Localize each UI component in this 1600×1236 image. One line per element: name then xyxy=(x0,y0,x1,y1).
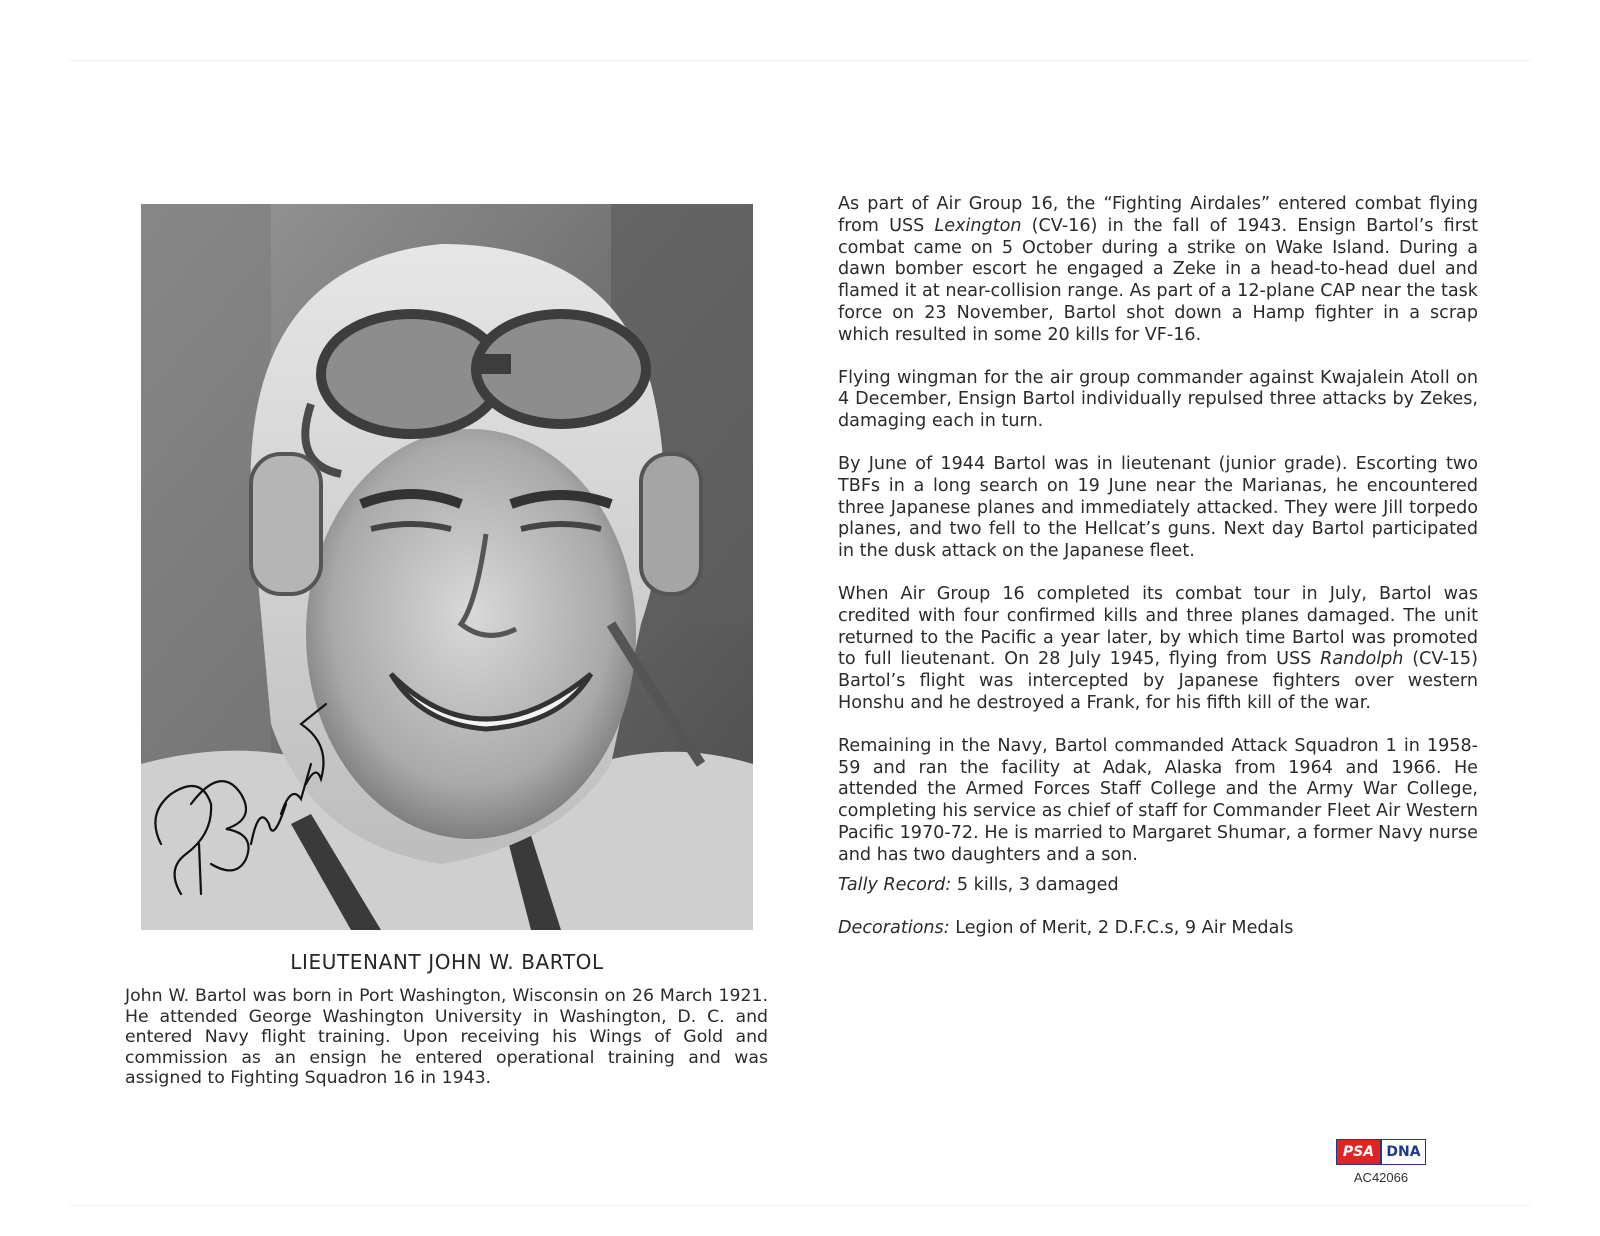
bottom-edge-line xyxy=(70,1205,1530,1206)
photo-caption: LIEUTENANT JOHN W. BARTOL xyxy=(290,950,604,974)
tally-record xyxy=(838,875,1478,897)
ship-name-randolph: Randolph xyxy=(1320,649,1404,670)
top-edge-line xyxy=(70,60,1530,61)
dna-logo-text: DNA xyxy=(1380,1140,1425,1164)
certification-number: AC42066 xyxy=(1353,1170,1409,1185)
paragraph-postwar: Remaining in the Navy, Bartol commanded Attack Squadron 1 in 1958-59 and ran the facility at Adak, Alaska from 1964 and 1966. He attended the Armed Forces Staff College and the Army War College, completing his service as chief of staff for Commander Fleet Air Western Pacific 1970-72. He is married to Margaret Shumar, a former Navy nurse and has two daughters and a son. xyxy=(838,735,1478,865)
paragraph-air-group-16: As part of Air Group 16, the “Fighting Airdales” entered combat flying from USS Lexington (CV-16) in the fall of 1943. Ensign Bartol’s first combat came on 5 October during a strike on Wake Island. During a dawn bomber escort he engaged a Zeke in a head-to-head duel and flamed it at near-collision range. As part of a 12-plane CAP near the task force on 23 November, Bartol shot down a Hamp fighter in a scrap which resulted in some 20 kills for VF-16. xyxy=(838,194,1478,345)
decorations-label: Decorations: xyxy=(838,918,950,939)
psa-logo-text: PSA xyxy=(1337,1140,1380,1164)
decorations-value: Legion of Merit, 2 D.F.C.s, 9 Air Medals xyxy=(949,918,1294,939)
biography-text: John W. Bartol was born in Port Washington, Wisconsin on 26 March 1921. He attended George Washington University in Washington, D. C. and entered Navy flight training. Upon receiving his Wings of Gold and commission as an ensign he entered operational training and was assigned to Fighting Squadron 16 in 1943. xyxy=(125,986,768,1088)
paragraph-marianas: By June of 1944 Bartol was in lieutenant (junior grade). Escorting two TBFs in a long search on 19 June near the Marianas, he encountered three Japanese planes and immediately attacked. They were Jill torpedo planes, and two fell to the Hellcat’s guns. Next day Bartol participated in the dusk attack on the Japanese fleet. xyxy=(838,453,1478,562)
paragraph-kwajalein: Flying wingman for the air group commander against Kwajalein Atoll on 4 December, Ensign Bartol individually repulsed three attacks by Zekes, damaging each in turn. xyxy=(838,367,1478,432)
paragraph-combat-tour: When Air Group 16 completed its combat tour in July, Bartol was credited with four confirmed kills and three planes damaged. The unit returned to the Pacific a year later, by which time Bartol was promoted to full lieutenant. On 28 July 1945, flying from USS Randolph (CV-15) Bartol’s flight was intercepted by Japanese fighters over western Honshu and he destroyed a Frank, for his fifth kill of the war. xyxy=(838,583,1478,713)
autograph-signature xyxy=(141,204,753,930)
tally-record-value: 5 kills, 3 damaged xyxy=(951,874,1119,895)
career-narrative xyxy=(838,194,1478,962)
ship-name-lexington: Lexington xyxy=(934,215,1022,236)
decorations xyxy=(838,918,1478,940)
tally-record-label: Tally Record: xyxy=(838,874,952,895)
portrait-photo xyxy=(141,204,753,930)
psa-dna-logo xyxy=(1336,1139,1426,1165)
